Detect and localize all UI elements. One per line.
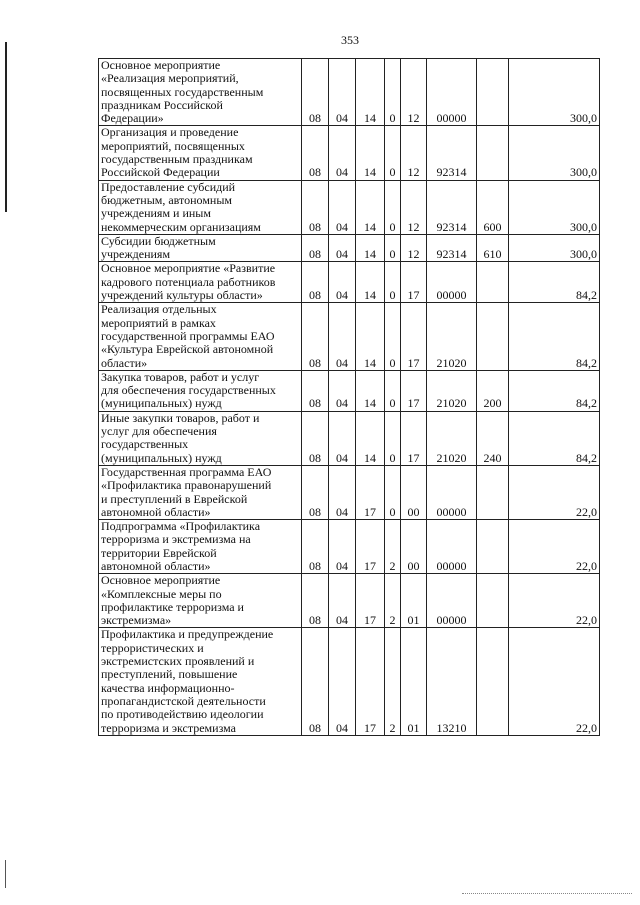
amount-cell: 22,0 [509,520,600,574]
direction-cell: 00000 [427,520,477,574]
row-name-line: Субсидии бюджетным [101,233,216,248]
subprogram-cell: 0 [385,465,401,519]
section-cell: 08 [302,574,329,628]
expense-type-cell: 610 [477,234,509,262]
row-name-line: учреждений культуры области» [101,288,263,303]
row-name-cell [99,126,302,180]
row-name-line: Предоставление субсидий [101,179,236,194]
row-name-line: мероприятий, посвященных [101,138,245,153]
subsection-cell: 04 [329,180,356,234]
activity-cell: 17 [401,411,427,465]
activity-cell: 17 [401,370,427,411]
table-row [99,370,600,411]
row-name-line: Основное мероприятие [101,58,221,72]
program-cell: 14 [356,234,385,262]
program-cell: 14 [356,370,385,411]
direction-cell: 21020 [427,370,477,411]
row-name-line: терроризма и экстремизма [101,720,236,735]
section-cell: 08 [302,411,329,465]
table-row [99,180,600,234]
row-name-line: Федерации» [101,111,164,126]
row-name-line: государственной программы ЕАО [101,328,275,343]
row-name-cell [99,411,302,465]
subprogram-cell: 0 [385,180,401,234]
activity-cell: 17 [401,303,427,370]
subprogram-cell: 2 [385,628,401,735]
expense-type-cell: 200 [477,370,509,411]
table-row [99,411,600,465]
expense-type-cell [477,126,509,180]
row-name-line: учреждениям и иным [101,206,211,221]
amount-cell: 22,0 [509,628,600,735]
row-name-line: Подпрограмма «Профилактика [101,519,261,534]
row-name-line: (муниципальных) нужд [101,396,222,411]
program-cell: 17 [356,628,385,735]
program-cell: 17 [356,520,385,574]
subsection-cell: 04 [329,59,356,126]
row-name-line: Организация и проведение [101,125,239,140]
direction-cell: 92314 [427,180,477,234]
row-name-cell [99,303,302,370]
activity-cell: 12 [401,126,427,180]
row-name-cell [99,262,302,303]
amount-cell: 300,0 [509,59,600,126]
row-name-line: Реализация отдельных [101,302,217,317]
section-cell: 08 [302,180,329,234]
scan-margin-mark [5,42,7,212]
table-row [99,262,600,303]
program-cell: 14 [356,180,385,234]
amount-cell: 300,0 [509,180,600,234]
direction-cell: 00000 [427,262,477,303]
table-row [99,465,600,519]
expense-type-cell [477,520,509,574]
program-cell: 14 [356,262,385,303]
expense-type-cell [477,303,509,370]
subsection-cell: 04 [329,411,356,465]
row-name-line: по противодействию идеологии [101,707,264,722]
activity-cell: 17 [401,262,427,303]
subprogram-cell: 0 [385,262,401,303]
direction-cell: 21020 [427,303,477,370]
row-name-line: государственным праздникам [101,152,253,167]
table-row [99,520,600,574]
row-name-line: экстремизма» [101,613,172,628]
row-name-line: бюджетным, автономным [101,192,232,207]
amount-cell: 84,2 [509,411,600,465]
scan-margin-mark-lower [5,860,6,888]
row-name-line: Закупка товаров, работ и услуг [101,369,260,384]
amount-cell: 22,0 [509,465,600,519]
subsection-cell: 04 [329,126,356,180]
subprogram-cell: 0 [385,411,401,465]
expense-type-cell [477,262,509,303]
subsection-cell: 04 [329,303,356,370]
page-number: 353 [341,33,359,47]
activity-cell: 01 [401,628,427,735]
activity-cell: 01 [401,574,427,628]
section-cell: 08 [302,628,329,735]
direction-cell: 92314 [427,234,477,262]
row-name-line: террористических и [101,640,204,655]
activity-cell: 12 [401,59,427,126]
subsection-cell: 04 [329,628,356,735]
row-name-line: Профилактика и предупреждение [101,627,274,642]
section-cell: 08 [302,370,329,411]
subsection-cell: 04 [329,262,356,303]
row-name-cell [99,628,302,735]
row-name-line: автономной области» [101,558,211,573]
subprogram-cell: 2 [385,520,401,574]
row-name-cell [99,574,302,628]
amount-cell: 22,0 [509,574,600,628]
amount-cell: 84,2 [509,262,600,303]
section-cell: 08 [302,59,329,126]
program-cell: 14 [356,126,385,180]
row-name-line: кадрового потенциала работников [101,274,276,289]
row-name-cell [99,370,302,411]
row-name-line: Основное мероприятие [101,573,221,588]
amount-cell: 300,0 [509,126,600,180]
row-name-line: (муниципальных) нужд [101,450,222,465]
row-name-cell [99,59,302,126]
row-name-line: государственных [101,437,189,452]
row-name-line: «Комплексные меры по [101,586,222,601]
row-name-line: экстремистских проявлений и [101,654,255,669]
row-name-line: пропагандистской деятельности [101,693,266,708]
row-name-line: для обеспечения государственных [101,383,276,398]
row-name-line: Российской Федерации [101,165,220,180]
row-name-line: терроризма и экстремизма на [101,532,251,547]
activity-cell: 00 [401,465,427,519]
expense-type-cell: 240 [477,411,509,465]
scan-bottom-dots [462,893,632,896]
direction-cell: 00000 [427,59,477,126]
table-row [99,303,600,370]
direction-cell: 13210 [427,628,477,735]
row-name-line: мероприятий в рамках [101,315,216,330]
subsection-cell: 04 [329,465,356,519]
budget-table [98,58,600,736]
subprogram-cell: 0 [385,126,401,180]
subprogram-cell: 0 [385,59,401,126]
program-cell: 14 [356,59,385,126]
expense-type-cell [477,574,509,628]
row-name-line: посвященных государственным [101,84,264,99]
direction-cell: 92314 [427,126,477,180]
subprogram-cell: 0 [385,370,401,411]
program-cell: 14 [356,411,385,465]
program-cell: 14 [356,303,385,370]
row-name-line: преступлений, повышение [101,667,238,682]
expense-type-cell [477,465,509,519]
amount-cell: 84,2 [509,370,600,411]
subsection-cell: 04 [329,234,356,262]
row-name-line: «Культура Еврейской автономной [101,342,274,357]
row-name-line: и преступлений в Еврейской [101,491,248,506]
row-name-cell [99,180,302,234]
row-name-cell [99,465,302,519]
direction-cell: 21020 [427,411,477,465]
program-cell: 17 [356,574,385,628]
table-row [99,59,600,126]
subprogram-cell: 2 [385,574,401,628]
direction-cell: 00000 [427,465,477,519]
expense-type-cell: 600 [477,180,509,234]
section-cell: 08 [302,126,329,180]
row-name-line: профилактике терроризма и [101,599,244,614]
program-cell: 17 [356,465,385,519]
row-name-line: Основное мероприятие «Развитие [101,261,276,276]
row-name-cell [99,520,302,574]
row-name-line: качества информационно- [101,680,235,695]
subsection-cell: 04 [329,520,356,574]
section-cell: 08 [302,465,329,519]
activity-cell: 12 [401,180,427,234]
table-row [99,574,600,628]
section-cell: 08 [302,303,329,370]
section-cell: 08 [302,234,329,262]
table-row [99,234,600,262]
row-name-line: услуг для обеспечения [101,424,217,439]
direction-cell: 00000 [427,574,477,628]
section-cell: 08 [302,520,329,574]
expense-type-cell [477,59,509,126]
activity-cell: 12 [401,234,427,262]
amount-cell: 84,2 [509,303,600,370]
activity-cell: 00 [401,520,427,574]
subprogram-cell: 0 [385,234,401,262]
row-name-cell [99,234,302,262]
row-name-line: Иные закупки товаров, работ и [101,410,260,425]
row-name-line: праздникам Российской [101,97,223,112]
expense-type-cell [477,628,509,735]
section-cell: 08 [302,262,329,303]
row-name-line: некоммерческим организациям [101,219,261,234]
table-row [99,628,600,735]
row-name-line: «Реализация мероприятий, [101,71,239,86]
row-name-line: территории Еврейской [101,545,217,560]
table-row [99,126,600,180]
subprogram-cell: 0 [385,303,401,370]
row-name-line: «Профилактика правонарушений [101,478,272,493]
row-name-line: учреждениям [101,247,171,262]
subsection-cell: 04 [329,370,356,411]
row-name-line: области» [101,355,148,370]
row-name-line: Государственная программа ЕАО [101,464,272,479]
subsection-cell: 04 [329,574,356,628]
amount-cell: 300,0 [509,234,600,262]
row-name-line: автономной области» [101,504,211,519]
